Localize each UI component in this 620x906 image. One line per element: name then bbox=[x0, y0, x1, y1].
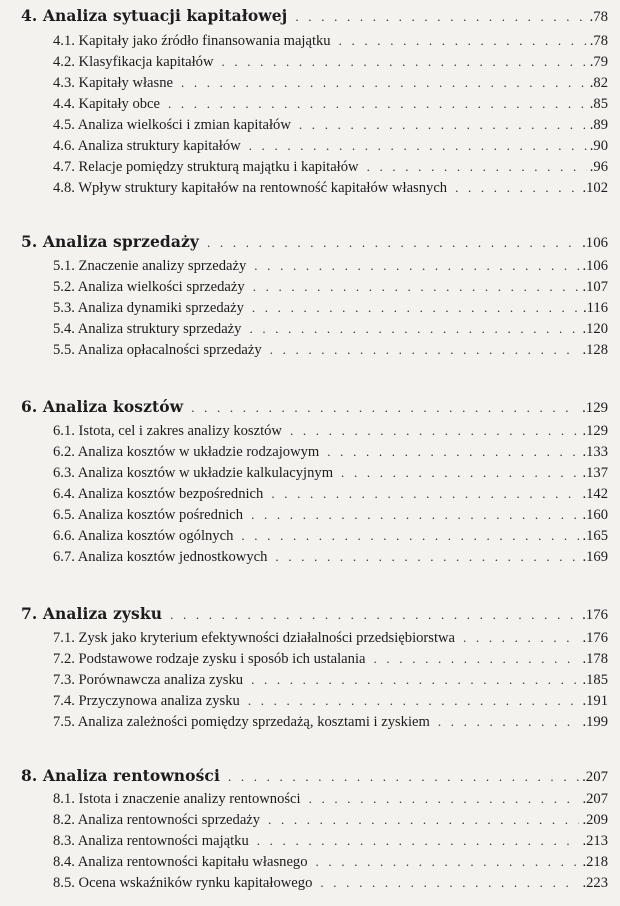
section-title: 7.3. Porównawcza analiza zysku bbox=[53, 672, 244, 688]
section-page-number: .78 bbox=[589, 33, 608, 49]
section-page-number: .106 bbox=[582, 258, 608, 274]
section-title: 4.2. Klasyfikacja kapitałów bbox=[53, 54, 214, 70]
toc-section-row bbox=[53, 138, 608, 155]
section-title: 8.2. Analiza rentowności sprzedaży bbox=[53, 812, 261, 828]
chapter-heading bbox=[21, 232, 608, 252]
section-page-number: .90 bbox=[589, 138, 608, 154]
dot-leader bbox=[252, 300, 580, 316]
dot-leader bbox=[228, 769, 579, 785]
section-title: 4.8. Wpływ struktury kapitałów na rentowność kapitałów własnych bbox=[53, 180, 448, 196]
dot-leader bbox=[270, 342, 580, 358]
section-title: 7.2. Podstawowe rodzaje zysku i sposób ich ustalania bbox=[53, 651, 366, 667]
toc-section-row bbox=[53, 321, 608, 338]
section-page-number: .82 bbox=[589, 75, 608, 91]
chapter-heading bbox=[21, 766, 608, 786]
dot-leader bbox=[207, 235, 579, 251]
toc-section-row bbox=[53, 342, 608, 359]
dot-leader bbox=[455, 180, 579, 196]
dot-leader bbox=[463, 630, 579, 646]
toc-section-row bbox=[53, 117, 608, 134]
chapter-title: 5. Analiza sprzedaży bbox=[21, 232, 200, 251]
section-title: 7.1. Zysk jako kryterium efektywności działalności przedsiębiorstwa bbox=[53, 630, 456, 646]
dot-leader bbox=[191, 400, 579, 416]
toc-section-row bbox=[53, 465, 608, 482]
toc-section-row bbox=[53, 423, 608, 440]
dot-leader bbox=[316, 854, 580, 870]
section-page-number: .160 bbox=[582, 507, 608, 523]
dot-leader bbox=[320, 875, 579, 891]
section-page-number: .185 bbox=[582, 672, 608, 688]
dot-leader bbox=[241, 528, 579, 544]
toc-section-row bbox=[53, 812, 608, 829]
toc-section-row bbox=[53, 693, 608, 710]
section-page-number: .213 bbox=[582, 833, 608, 849]
section-page-number: .137 bbox=[582, 465, 608, 481]
chapter-title: 4. Analiza sytuacji kapitałowej bbox=[21, 6, 288, 25]
section-title: 5.5. Analiza opłacalności sprzedaży bbox=[53, 342, 262, 358]
section-page-number: .207 bbox=[582, 791, 608, 807]
section-page-number: .96 bbox=[589, 159, 608, 175]
dot-leader bbox=[168, 96, 587, 112]
dot-leader bbox=[339, 33, 587, 49]
toc-section-row bbox=[53, 791, 608, 808]
section-page-number: .129 bbox=[582, 423, 608, 439]
dot-leader bbox=[374, 651, 580, 667]
section-page-number: .142 bbox=[582, 486, 608, 502]
toc-section-row bbox=[53, 714, 608, 731]
section-title: 6.7. Analiza kosztów jednostkowych bbox=[53, 549, 268, 565]
dot-leader bbox=[367, 159, 587, 175]
section-page-number: .191 bbox=[582, 693, 608, 709]
section-title: 7.4. Przyczynowa analiza zysku bbox=[53, 693, 240, 709]
section-title: 6.1. Istota, cel i zakres analizy kosztów bbox=[53, 423, 282, 439]
toc-section-row bbox=[53, 54, 608, 71]
section-title: 4.4. Kapitały obce bbox=[53, 96, 160, 112]
section-title: 8.1. Istota i znaczenie analizy rentowności bbox=[53, 791, 301, 807]
toc-section-row bbox=[53, 159, 608, 176]
dot-leader bbox=[438, 714, 580, 730]
toc-section-row bbox=[53, 258, 608, 275]
toc-section-row bbox=[53, 75, 608, 92]
section-title: 7.5. Analiza zależności pomiędzy sprzedażą, kosztami i zyskiem bbox=[53, 714, 430, 730]
chapter-heading bbox=[21, 397, 608, 417]
toc-section-row bbox=[53, 630, 608, 647]
dot-leader bbox=[268, 812, 579, 828]
chapter-page-number: .207 bbox=[582, 769, 608, 785]
section-page-number: .89 bbox=[589, 117, 608, 133]
section-title: 8.3. Analiza rentowności majątku bbox=[53, 833, 249, 849]
section-page-number: .169 bbox=[582, 549, 608, 565]
chapter-page-number: .106 bbox=[582, 235, 608, 251]
section-title: 4.6. Analiza struktury kapitałów bbox=[53, 138, 241, 154]
toc-section-row bbox=[53, 651, 608, 668]
toc-section-row bbox=[53, 33, 608, 50]
section-title: 6.6. Analiza kosztów ogólnych bbox=[53, 528, 234, 544]
chapter-title: 7. Analiza zysku bbox=[21, 604, 163, 623]
section-title: 4.1. Kapitały jako źródło finansowania majątku bbox=[53, 33, 331, 49]
toc-section-row bbox=[53, 854, 608, 871]
section-page-number: .133 bbox=[582, 444, 608, 460]
chapter-title: 8. Analiza rentowności bbox=[21, 766, 220, 785]
toc-section-row bbox=[53, 300, 608, 317]
section-page-number: .79 bbox=[589, 54, 608, 70]
dot-leader bbox=[251, 507, 579, 523]
toc-section-row bbox=[53, 875, 608, 892]
section-title: 4.3. Kapitały własne bbox=[53, 75, 173, 91]
chapter-page-number: .129 bbox=[582, 400, 608, 416]
toc-section-row bbox=[53, 833, 608, 850]
section-title: 4.5. Analiza wielkości i zmian kapitałów bbox=[53, 117, 291, 133]
dot-leader bbox=[251, 672, 579, 688]
section-page-number: .85 bbox=[589, 96, 608, 112]
dot-leader bbox=[221, 54, 586, 70]
section-page-number: .128 bbox=[582, 342, 608, 358]
toc-section-row bbox=[53, 507, 608, 524]
toc-section-row bbox=[53, 96, 608, 113]
chapter-heading bbox=[21, 6, 608, 26]
section-page-number: .102 bbox=[582, 180, 608, 196]
toc-section-row bbox=[53, 528, 608, 545]
chapter-page-number: .176 bbox=[582, 607, 608, 623]
dot-leader bbox=[257, 833, 580, 849]
section-page-number: .223 bbox=[582, 875, 608, 891]
section-title: 6.4. Analiza kosztów bezpośrednich bbox=[53, 486, 264, 502]
section-title: 4.7. Relacje pomiędzy strukturą majątku i kapitałów bbox=[53, 159, 359, 175]
toc-section-row bbox=[53, 180, 608, 197]
dot-leader bbox=[271, 486, 579, 502]
dot-leader bbox=[181, 75, 587, 91]
section-page-number: .165 bbox=[582, 528, 608, 544]
dot-leader bbox=[295, 9, 586, 25]
dot-leader bbox=[249, 321, 579, 337]
section-page-number: .199 bbox=[582, 714, 608, 730]
section-title: 6.5. Analiza kosztów pośrednich bbox=[53, 507, 244, 523]
toc-section-row bbox=[53, 549, 608, 566]
dot-leader bbox=[309, 791, 580, 807]
dot-leader bbox=[253, 279, 580, 295]
section-page-number: .120 bbox=[582, 321, 608, 337]
section-title: 6.3. Analiza kosztów w układzie kalkulacyjnym bbox=[53, 465, 334, 481]
section-title: 5.2. Analiza wielkości sprzedaży bbox=[53, 279, 245, 295]
section-title: 5.1. Znaczenie analizy sprzedaży bbox=[53, 258, 247, 274]
toc-section-row bbox=[53, 279, 608, 296]
dot-leader bbox=[341, 465, 579, 481]
section-page-number: .176 bbox=[582, 630, 608, 646]
chapter-title: 6. Analiza kosztów bbox=[21, 397, 184, 416]
dot-leader bbox=[249, 138, 587, 154]
section-page-number: .209 bbox=[582, 812, 608, 828]
section-page-number: .107 bbox=[582, 279, 608, 295]
dot-leader bbox=[290, 423, 579, 439]
dot-leader bbox=[275, 549, 579, 565]
section-title: 5.3. Analiza dynamiki sprzedaży bbox=[53, 300, 244, 316]
section-title: 6.2. Analiza kosztów w układzie rodzajowym bbox=[53, 444, 320, 460]
section-page-number: .218 bbox=[582, 854, 608, 870]
chapter-page-number: .78 bbox=[589, 9, 608, 25]
section-title: 5.4. Analiza struktury sprzedaży bbox=[53, 321, 242, 337]
toc-section-row bbox=[53, 486, 608, 503]
dot-leader bbox=[327, 444, 579, 460]
toc-section-row bbox=[53, 444, 608, 461]
dot-leader bbox=[299, 117, 587, 133]
dot-leader bbox=[254, 258, 579, 274]
chapter-heading bbox=[21, 604, 608, 624]
toc-section-row bbox=[53, 672, 608, 689]
dot-leader bbox=[248, 693, 580, 709]
section-page-number: .178 bbox=[582, 651, 608, 667]
dot-leader bbox=[170, 607, 579, 623]
section-page-number: .116 bbox=[583, 300, 608, 316]
section-title: 8.5. Ocena wskaźników rynku kapitałowego bbox=[53, 875, 313, 891]
section-title: 8.4. Analiza rentowności kapitału własnego bbox=[53, 854, 308, 870]
